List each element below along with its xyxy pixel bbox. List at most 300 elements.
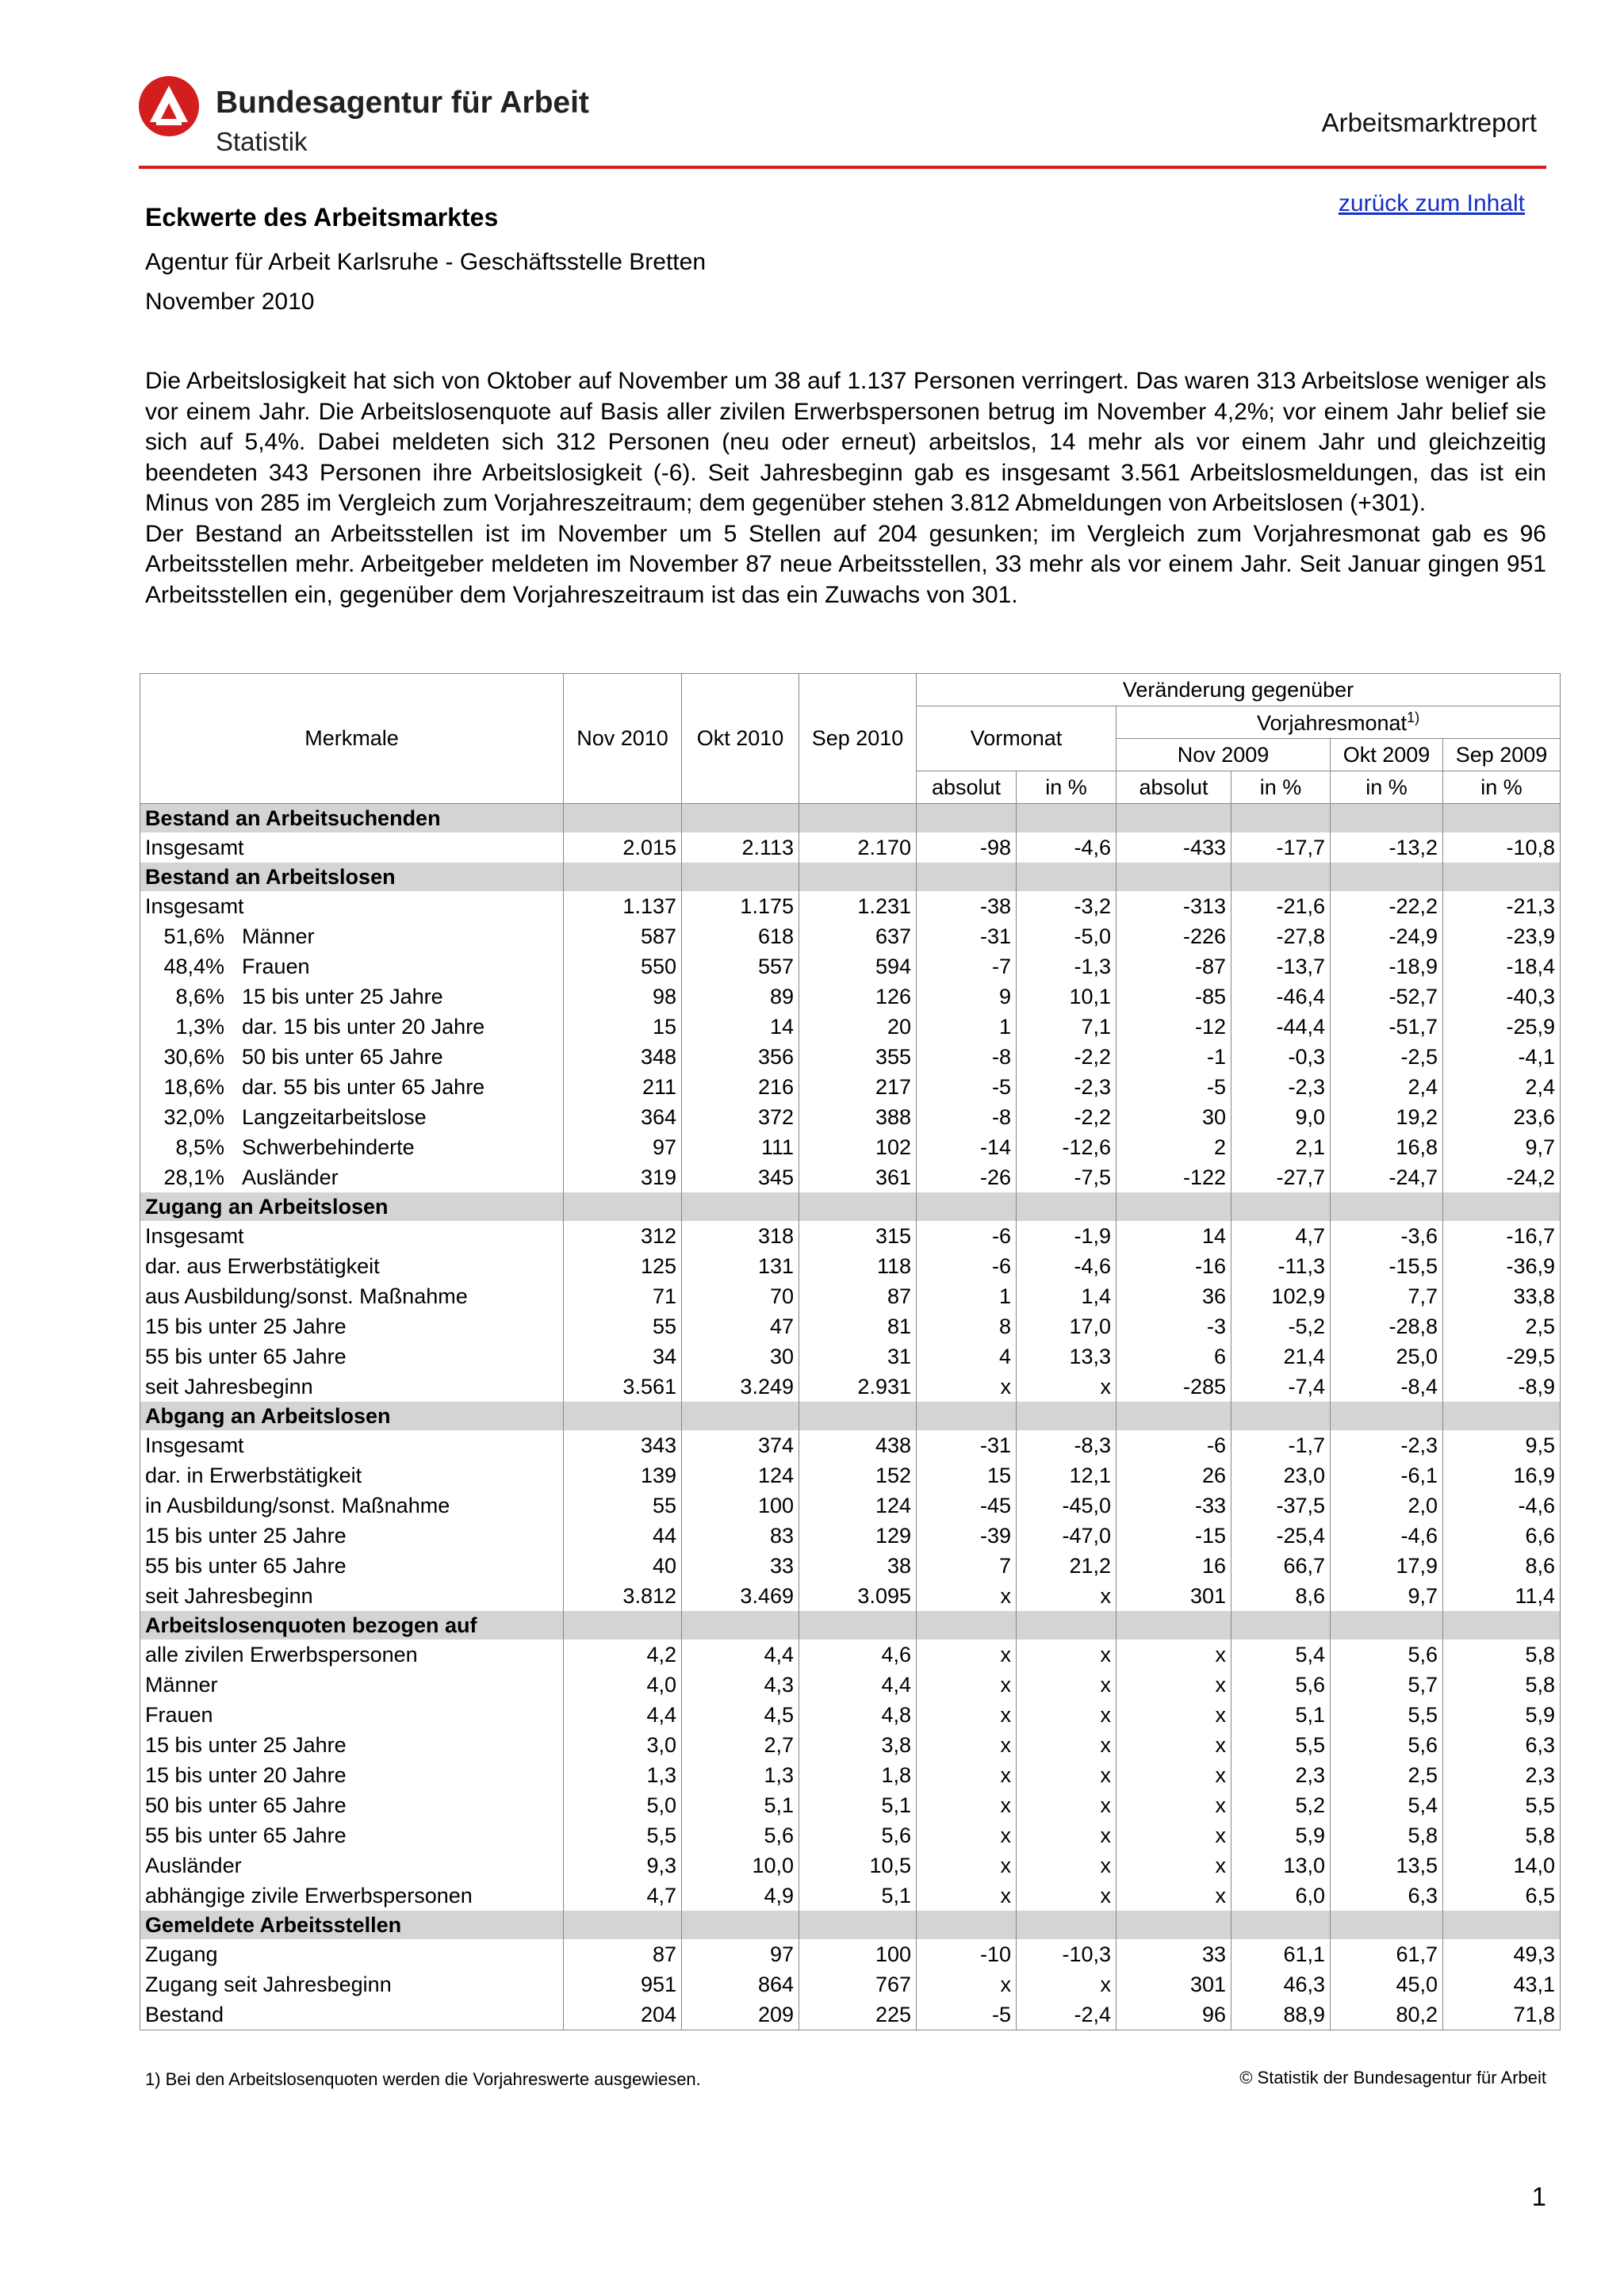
- table-cell: 102: [799, 1132, 917, 1162]
- table-cell: 46,3: [1231, 1969, 1331, 1999]
- table-row: [140, 1939, 1561, 1969]
- table-cell: x: [917, 1581, 1017, 1611]
- table-cell: -24,7: [1331, 1162, 1443, 1192]
- table-cell: -2,3: [1231, 1072, 1331, 1102]
- table-cell: 557: [682, 951, 799, 982]
- section-fill-cell: [1331, 863, 1443, 891]
- row-label: [140, 1012, 564, 1042]
- table-cell: 118: [799, 1251, 917, 1281]
- section-fill-cell: [682, 1611, 799, 1640]
- table-cell: 5,1: [799, 1790, 917, 1820]
- row-label-text: 15 bis unter 20 Jahre: [145, 1762, 347, 1787]
- table-cell: 5,6: [799, 1820, 917, 1850]
- table-cell: 9,5: [1443, 1430, 1561, 1460]
- table-cell: 3,8: [799, 1730, 917, 1760]
- table-cell: x: [917, 1730, 1017, 1760]
- table-cell: -51,7: [1331, 1012, 1443, 1042]
- table-cell: 1.137: [564, 891, 682, 921]
- section-header-row: [140, 1192, 1561, 1221]
- table-cell: -8: [917, 1102, 1017, 1132]
- row-label: [140, 1551, 564, 1581]
- section-fill-cell: [799, 1911, 917, 1939]
- table-row: [140, 1460, 1561, 1490]
- table-cell: 2,0: [1331, 1490, 1443, 1521]
- table-cell: 1: [917, 1012, 1017, 1042]
- row-label-text: Zugang: [145, 1942, 218, 1966]
- row-label-text: Zugang seit Jahresbeginn: [145, 1972, 392, 1996]
- table-cell: 2,1: [1231, 1132, 1331, 1162]
- table-cell: -11,3: [1231, 1251, 1331, 1281]
- table-cell: -6: [1116, 1430, 1231, 1460]
- table-cell: 5,5: [1443, 1790, 1561, 1820]
- table-cell: 5,8: [1443, 1820, 1561, 1850]
- table-cell: 2,3: [1231, 1760, 1331, 1790]
- table-cell: x: [917, 1790, 1017, 1820]
- row-label-text: 15 bis unter 25 Jahre: [145, 1314, 347, 1338]
- row-label: [140, 1670, 564, 1700]
- table-cell: 126: [799, 982, 917, 1012]
- header-veraenderung: Veränderung gegenüber: [917, 674, 1561, 706]
- row-label-text: Frauen: [242, 954, 310, 978]
- row-label-text: Ausländer: [242, 1165, 339, 1189]
- row-label: [140, 891, 564, 921]
- table-cell: 9,7: [1443, 1132, 1561, 1162]
- table-cell: 15: [917, 1460, 1017, 1490]
- header-nov-2009: Nov 2009: [1116, 739, 1331, 771]
- table-cell: 47: [682, 1311, 799, 1341]
- ba-logo-icon: [139, 76, 199, 136]
- table-cell: 61,1: [1231, 1939, 1331, 1969]
- table-cell: 209: [682, 1999, 799, 2030]
- table-cell: x: [1116, 1850, 1231, 1881]
- table-cell: 3.561: [564, 1372, 682, 1402]
- table-cell: -13,7: [1231, 951, 1331, 982]
- table-cell: -38: [917, 891, 1017, 921]
- table-cell: 13,3: [1017, 1341, 1116, 1372]
- table-cell: -1: [1116, 1042, 1231, 1072]
- row-label-text: 55 bis unter 65 Jahre: [145, 1344, 347, 1368]
- section-fill-cell: [799, 804, 917, 833]
- table-cell: 2,4: [1443, 1072, 1561, 1102]
- table-cell: 3.249: [682, 1372, 799, 1402]
- row-label-text: Männer: [242, 924, 315, 948]
- table-cell: -1,9: [1017, 1221, 1116, 1251]
- table-row: [140, 1372, 1561, 1402]
- intro-text: [145, 366, 1546, 610]
- section-fill-cell: [799, 1402, 917, 1430]
- row-label: [140, 1999, 564, 2030]
- table-cell: 301: [1116, 1581, 1231, 1611]
- table-cell: -10,8: [1443, 832, 1561, 863]
- table-cell: 26: [1116, 1460, 1231, 1490]
- row-label: [140, 1760, 564, 1790]
- section-fill-cell: [1017, 1611, 1116, 1640]
- row-label: [140, 1939, 564, 1969]
- table-cell: x: [1017, 1969, 1116, 1999]
- section-fill-cell: [1443, 1611, 1561, 1640]
- section-fill-cell: [1231, 863, 1331, 891]
- table-cell: -45,0: [1017, 1490, 1116, 1521]
- table-cell: 225: [799, 1999, 917, 2030]
- table-cell: 4,5: [682, 1700, 799, 1730]
- header-absolut: absolut: [917, 771, 1017, 804]
- table-cell: -87: [1116, 951, 1231, 982]
- table-cell: -285: [1116, 1372, 1231, 1402]
- agency-name: Agentur für Arbeit Karlsruhe - Geschäftsstelle Bretten: [145, 249, 707, 275]
- table-cell: -31: [917, 921, 1017, 951]
- table-cell: 2.931: [799, 1372, 917, 1402]
- table-cell: -45: [917, 1490, 1017, 1521]
- section-fill-cell: [917, 804, 1017, 833]
- table-cell: -3,2: [1017, 891, 1116, 921]
- table-cell: -27,7: [1231, 1162, 1331, 1192]
- row-label: [140, 1221, 564, 1251]
- table-row: [140, 1760, 1561, 1790]
- table-cell: -2,3: [1017, 1072, 1116, 1102]
- table-cell: 3.469: [682, 1581, 799, 1611]
- section-fill-cell: [1443, 1911, 1561, 1939]
- table-row: [140, 1102, 1561, 1132]
- footnote-marker: 1): [1407, 709, 1420, 725]
- table-cell: 152: [799, 1460, 917, 1490]
- table-body: [140, 804, 1561, 2030]
- table-cell: -6: [917, 1221, 1017, 1251]
- section-title: Bestand an Arbeitsuchenden: [140, 804, 564, 833]
- table-cell: x: [917, 1700, 1017, 1730]
- section-fill-cell: [1331, 804, 1443, 833]
- table-cell: -23,9: [1443, 921, 1561, 951]
- table-cell: 2,3: [1443, 1760, 1561, 1790]
- table-cell: x: [1116, 1700, 1231, 1730]
- table-cell: -2,4: [1017, 1999, 1116, 2030]
- header-in-pct: in %: [1231, 771, 1331, 804]
- table-cell: -28,8: [1331, 1311, 1443, 1341]
- table-cell: 100: [799, 1939, 917, 1969]
- section-fill-cell: [1116, 863, 1231, 891]
- table-cell: 8,6: [1231, 1581, 1331, 1611]
- table-cell: -2,3: [1331, 1430, 1443, 1460]
- table-cell: -2,2: [1017, 1102, 1116, 1132]
- header-vorjahresmonat: [1116, 706, 1561, 739]
- table-cell: 10,5: [799, 1850, 917, 1881]
- section-fill-cell: [1017, 1402, 1116, 1430]
- row-label-text: Ausländer: [145, 1853, 242, 1877]
- row-label: [140, 951, 564, 982]
- table-cell: -4,6: [1443, 1490, 1561, 1521]
- table-cell: -18,4: [1443, 951, 1561, 982]
- section-fill-cell: [564, 1911, 682, 1939]
- table-cell: 594: [799, 951, 917, 982]
- table-cell: -15,5: [1331, 1251, 1443, 1281]
- table-cell: -8,4: [1331, 1372, 1443, 1402]
- table-cell: x: [1017, 1700, 1116, 1730]
- row-label: [140, 1042, 564, 1072]
- row-label: [140, 1730, 564, 1760]
- row-label: [140, 1072, 564, 1102]
- table-cell: 204: [564, 1999, 682, 2030]
- table-cell: 355: [799, 1042, 917, 1072]
- table-cell: x: [1116, 1670, 1231, 1700]
- table-cell: 19,2: [1331, 1102, 1443, 1132]
- header-sep-2010: Sep 2010: [799, 674, 917, 804]
- section-fill-cell: [799, 863, 917, 891]
- table-cell: -5: [1116, 1072, 1231, 1102]
- table-row: [140, 951, 1561, 982]
- table-cell: 4,9: [682, 1881, 799, 1911]
- table-cell: 4,7: [564, 1881, 682, 1911]
- table-cell: 30: [1116, 1102, 1231, 1132]
- table-cell: 211: [564, 1072, 682, 1102]
- row-label-text: dar. in Erwerbstätigkeit: [145, 1463, 362, 1487]
- row-label: [140, 832, 564, 863]
- table-cell: 5,0: [564, 1790, 682, 1820]
- report-month: November 2010: [145, 289, 315, 315]
- section-fill-cell: [917, 1911, 1017, 1939]
- table-cell: 374: [682, 1430, 799, 1460]
- table-row: [140, 1790, 1561, 1820]
- table-cell: x: [1017, 1372, 1116, 1402]
- table-cell: 587: [564, 921, 682, 951]
- row-label: [140, 1460, 564, 1490]
- row-label: [140, 1132, 564, 1162]
- section-fill-cell: [682, 804, 799, 833]
- table-cell: -85: [1116, 982, 1231, 1012]
- table-cell: x: [1017, 1670, 1116, 1700]
- section-title: Zugang an Arbeitslosen: [140, 1192, 564, 1221]
- section-fill-cell: [682, 1192, 799, 1221]
- section-header-row: [140, 1611, 1561, 1640]
- table-cell: -3,6: [1331, 1221, 1443, 1251]
- table-cell: -8,3: [1017, 1430, 1116, 1460]
- table-cell: 81: [799, 1311, 917, 1341]
- table-cell: 3,0: [564, 1730, 682, 1760]
- row-label-text: 15 bis unter 25 Jahre: [242, 984, 443, 1008]
- section-fill-cell: [1116, 1611, 1231, 1640]
- row-label: [140, 1281, 564, 1311]
- table-cell: -6: [917, 1251, 1017, 1281]
- table-row: [140, 1551, 1561, 1581]
- table-cell: -8: [917, 1042, 1017, 1072]
- table-cell: 5,1: [682, 1790, 799, 1820]
- table-row: [140, 1521, 1561, 1551]
- table-cell: -4,1: [1443, 1042, 1561, 1072]
- share-percent: 1,3%: [175, 1014, 224, 1039]
- table-cell: -2,2: [1017, 1042, 1116, 1072]
- row-label: [140, 1881, 564, 1911]
- copyright: © Statistik der Bundesagentur für Arbeit: [1239, 2068, 1546, 2087]
- table-cell: 216: [682, 1072, 799, 1102]
- header-merkmale: Merkmale: [140, 674, 564, 804]
- section-title: Gemeldete Arbeitsstellen: [140, 1911, 564, 1939]
- table-cell: 4,4: [564, 1700, 682, 1730]
- section-header-row: [140, 1911, 1561, 1939]
- table-cell: 361: [799, 1162, 917, 1192]
- table-cell: 6,0: [1231, 1881, 1331, 1911]
- table-cell: 25,0: [1331, 1341, 1443, 1372]
- table-cell: -1,3: [1017, 951, 1116, 982]
- table-cell: 364: [564, 1102, 682, 1132]
- section-fill-cell: [1017, 863, 1116, 891]
- table-cell: 13,5: [1331, 1850, 1443, 1881]
- table-cell: -14: [917, 1132, 1017, 1162]
- table-cell: 618: [682, 921, 799, 951]
- table-cell: 10,1: [1017, 982, 1116, 1012]
- table-cell: 100: [682, 1490, 799, 1521]
- table-cell: -26: [917, 1162, 1017, 1192]
- row-label-text: Insgesamt: [145, 894, 244, 918]
- table-cell: 301: [1116, 1969, 1231, 1999]
- table-cell: 550: [564, 951, 682, 982]
- row-label-text: 15 bis unter 25 Jahre: [145, 1732, 347, 1757]
- table-cell: 9,3: [564, 1850, 682, 1881]
- page-number: 1: [1531, 2182, 1546, 2211]
- table-cell: 16,8: [1331, 1132, 1443, 1162]
- table-cell: -46,4: [1231, 982, 1331, 1012]
- table-cell: 217: [799, 1072, 917, 1102]
- row-label-text: Schwerbehinderte: [242, 1135, 415, 1159]
- table-cell: -24,9: [1331, 921, 1443, 951]
- section-fill-cell: [1231, 1611, 1331, 1640]
- table-cell: 96: [1116, 1999, 1231, 2030]
- table-row: [140, 921, 1561, 951]
- table-row: [140, 982, 1561, 1012]
- table-cell: 88,9: [1231, 1999, 1331, 2030]
- section-fill-cell: [1017, 1192, 1116, 1221]
- table-cell: x: [1017, 1730, 1116, 1760]
- table-cell: 124: [799, 1490, 917, 1521]
- table-cell: 80,2: [1331, 1999, 1443, 2030]
- table-cell: 951: [564, 1969, 682, 1999]
- table-row: [140, 1162, 1561, 1192]
- table-cell: -3: [1116, 1311, 1231, 1341]
- share-percent: 30,6%: [163, 1044, 224, 1069]
- table-cell: 7,1: [1017, 1012, 1116, 1042]
- table-cell: 5,5: [1331, 1700, 1443, 1730]
- row-label: [140, 1700, 564, 1730]
- table-cell: 8: [917, 1311, 1017, 1341]
- table-cell: -15: [1116, 1521, 1231, 1551]
- table-cell: -5: [917, 1072, 1017, 1102]
- table-cell: 7: [917, 1551, 1017, 1581]
- table-cell: 5,5: [564, 1820, 682, 1850]
- table-cell: -36,9: [1443, 1251, 1561, 1281]
- row-label-text: seit Jahresbeginn: [145, 1374, 313, 1399]
- row-label: [140, 921, 564, 951]
- table-cell: -25,4: [1231, 1521, 1331, 1551]
- section-fill-cell: [564, 1192, 682, 1221]
- table-cell: x: [1017, 1581, 1116, 1611]
- footnote: 1) Bei den Arbeitslosenquoten werden die Vorjahreswerte ausgewiesen.: [145, 2069, 701, 2089]
- table-cell: 16,9: [1443, 1460, 1561, 1490]
- table-cell: -226: [1116, 921, 1231, 951]
- table-row: [140, 1490, 1561, 1521]
- table-cell: x: [917, 1670, 1017, 1700]
- table-cell: 5,4: [1231, 1640, 1331, 1670]
- row-label: [140, 1640, 564, 1670]
- table-cell: 1: [917, 1281, 1017, 1311]
- table-cell: 4,3: [682, 1670, 799, 1700]
- table-cell: 97: [564, 1132, 682, 1162]
- section-fill-cell: [917, 863, 1017, 891]
- table-cell: 98: [564, 982, 682, 1012]
- table-cell: 1.175: [682, 891, 799, 921]
- table-cell: 864: [682, 1969, 799, 1999]
- header-in-pct: in %: [1331, 771, 1443, 804]
- header-vormonat: Vormonat: [917, 706, 1116, 771]
- table-cell: 5,8: [1331, 1820, 1443, 1850]
- vorjahresmonat-label: Vorjahresmonat: [1256, 710, 1408, 735]
- org-name: Bundesagentur für Arbeit: [216, 86, 589, 120]
- table-cell: -29,5: [1443, 1341, 1561, 1372]
- table-cell: 9: [917, 982, 1017, 1012]
- table-cell: 343: [564, 1430, 682, 1460]
- table-cell: 348: [564, 1042, 682, 1072]
- table-cell: 33,8: [1443, 1281, 1561, 1311]
- table-cell: -27,8: [1231, 921, 1331, 951]
- section-fill-cell: [799, 1192, 917, 1221]
- table-cell: 318: [682, 1221, 799, 1251]
- table-cell: -4,6: [1331, 1521, 1443, 1551]
- labor-market-table: [140, 673, 1561, 2030]
- row-label: [140, 1430, 564, 1460]
- table-row: [140, 1311, 1561, 1341]
- intro-paragraph: Die Arbeitslosigkeit hat sich von Oktober auf November um 38 auf 1.137 Personen verringert. Das waren 313 Arbeitslose weniger als vor einem Jahr. Die Arbeitslosenquote auf Basis aller zivilen Erwerbspersonen betrug im November 4,2%; vor einem Jahr belief sie sich auf 5,4%. Dabei meldeten sich 312 Personen (neu oder erneut) arbeitslos, 14 mehr als vor einem Jahr und gleichzeitig beendeten 343 Personen ihre Arbeitslosigkeit (-6). Seit Jahresbeginn gab es insgesamt 3.561 Arbeitslosmeldungen, das ist ein Minus von 285 im Vergleich zum Vorjahreszeitraum; dem gegenüber stehen 3.812 Abmeldungen von Arbeitslosen (+301).: [145, 368, 1546, 516]
- row-label: [140, 1581, 564, 1611]
- table-cell: 319: [564, 1162, 682, 1192]
- table-cell: 4,0: [564, 1670, 682, 1700]
- table-cell: 83: [682, 1521, 799, 1551]
- table-cell: 23,6: [1443, 1102, 1561, 1132]
- section-header-row: [140, 1402, 1561, 1430]
- row-label: [140, 1790, 564, 1820]
- page-title: Eckwerte des Arbeitsmarktes: [145, 203, 499, 232]
- table-cell: -33: [1116, 1490, 1231, 1521]
- table-cell: x: [1116, 1820, 1231, 1850]
- table-cell: 5,1: [1231, 1700, 1331, 1730]
- header-in-pct: in %: [1017, 771, 1116, 804]
- table-cell: -12,6: [1017, 1132, 1116, 1162]
- section-fill-cell: [564, 1611, 682, 1640]
- table-cell: 38: [799, 1551, 917, 1581]
- header-okt-2009: Okt 2009: [1331, 739, 1443, 771]
- section-fill-cell: [917, 1611, 1017, 1640]
- table-cell: x: [1116, 1881, 1231, 1911]
- section-header-row: [140, 804, 1561, 833]
- share-percent: 48,4%: [163, 954, 224, 978]
- table-cell: 16: [1116, 1551, 1231, 1581]
- back-to-contents-link[interactable]: zurück zum Inhalt: [1338, 190, 1525, 216]
- table-cell: 1,4: [1017, 1281, 1116, 1311]
- table-cell: 5,1: [799, 1881, 917, 1911]
- table-cell: -10: [917, 1939, 1017, 1969]
- row-label-text: seit Jahresbeginn: [145, 1583, 313, 1608]
- header-absolut: absolut: [1116, 771, 1231, 804]
- table-cell: 34: [564, 1341, 682, 1372]
- section-fill-cell: [564, 804, 682, 833]
- table-cell: -4,6: [1017, 1251, 1116, 1281]
- table-cell: x: [917, 1969, 1017, 1999]
- table-cell: 71,8: [1443, 1999, 1561, 2030]
- row-label: [140, 1521, 564, 1551]
- table-cell: 2: [1116, 1132, 1231, 1162]
- table-cell: 11,4: [1443, 1581, 1561, 1611]
- table-cell: 4: [917, 1341, 1017, 1372]
- table-cell: 6,5: [1443, 1881, 1561, 1911]
- table-cell: 15: [564, 1012, 682, 1042]
- table-cell: 9,0: [1231, 1102, 1331, 1132]
- section-fill-cell: [1443, 863, 1561, 891]
- section-fill-cell: [682, 1402, 799, 1430]
